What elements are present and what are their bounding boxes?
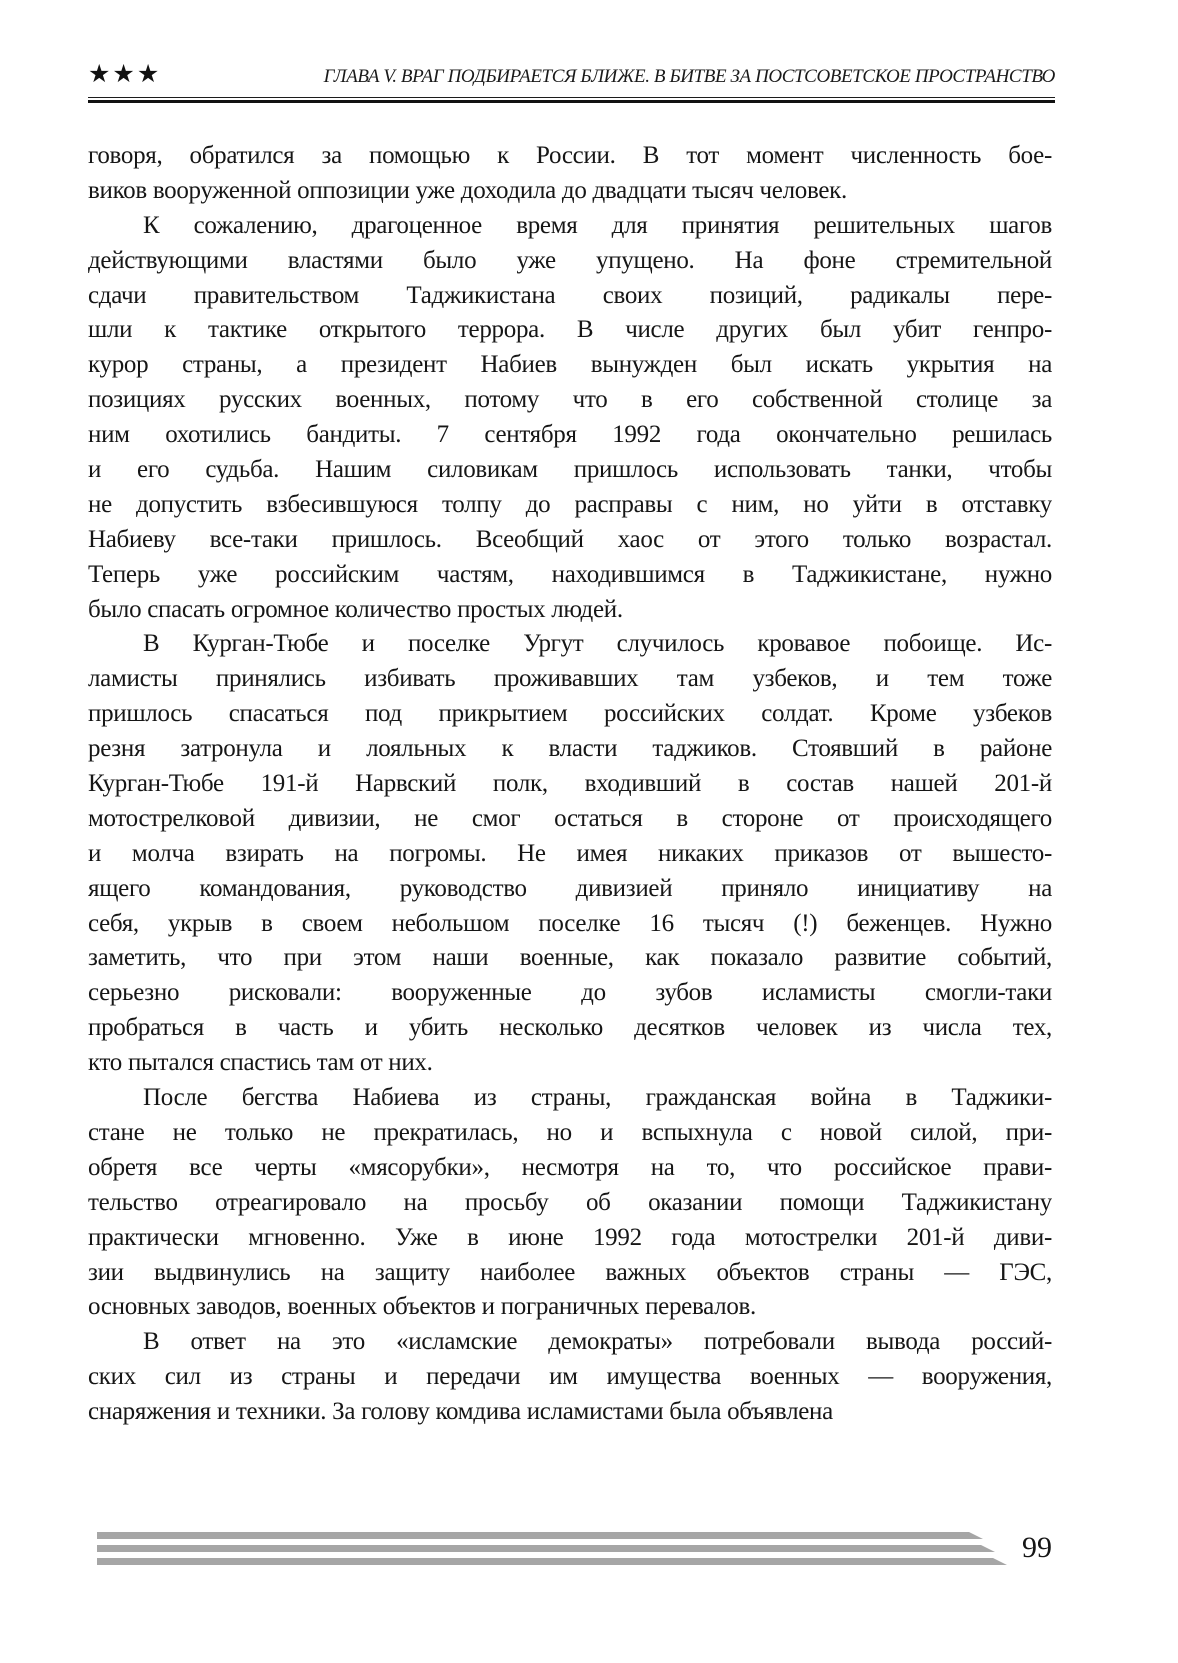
text-line: К сожалению, драгоценное время для принятия решительных шагов: [143, 211, 1052, 239]
running-header-title: ГЛАВА V. ВРАГ ПОДБИРАЕТСЯ БЛИЖЕ. В БИТВЕ ЗА ПОСТСОВЕТСКОЕ ПРОСТРАНСТВО: [323, 66, 1055, 87]
text-line: себя, укрыв в своем небольшом поселке 16 тысяч (!) беженцев. Нужно: [88, 909, 1052, 937]
text-line: После бегства Набиева из страны, гражданская война в Таджики-: [143, 1084, 1052, 1112]
text-line: ских сил из страны и передачи им имущества военных — вооружения,: [88, 1363, 1052, 1391]
text-line: ящего командования, руководство дивизией приняло инициативу на: [88, 874, 1052, 902]
text-line: ним охотились бандиты. 7 сентября 1992 года окончательно решилась: [88, 421, 1052, 449]
header-rule: [88, 97, 1055, 103]
text-line: действующими властями было уже упущено. На фоне стремительной: [88, 246, 1052, 274]
text-line: пришлось спасаться под прикрытием российских солдат. Кроме узбеков: [88, 700, 1052, 728]
text-line: говоря, обратился за помощью к России. В тот момент численность бое-: [88, 142, 1052, 169]
paragraph: [88, 209, 1052, 628]
paragraph: [88, 627, 1052, 1081]
text-line: шли к тактике открытого террора. В числе других был убит генпро-: [88, 316, 1052, 344]
text-line: сдачи правительством Таджикистана своих позиций, радикалы пере-: [88, 281, 1052, 309]
text-line: и его судьба. Нашим силовикам пришлось использовать танки, чтобы: [88, 456, 1052, 484]
text-line: тельство отреагировало на просьбу об оказании помощи Таджикистану: [88, 1188, 1052, 1216]
text-line: виков вооруженной оппозиции уже доходила до двадцати тысяч человек.: [88, 176, 847, 204]
text-line: пробраться в часть и убить несколько десятков человек из числа тех,: [88, 1014, 1052, 1042]
page-body: [88, 139, 1052, 1430]
page-number: 99: [1022, 1531, 1052, 1564]
text-line: В Курган-Тюбе и поселке Ургут случилось кровавое побоище. Ис-: [143, 630, 1052, 658]
text-line: было спасать огромное количество простых людей.: [88, 595, 623, 623]
page-footer: [88, 1530, 1052, 1570]
text-line: Курган-Тюбе 191-й Нарвский полк, входивший в состав нашей 201-й: [88, 770, 1052, 798]
text-line: снаряжения и техники. За голову комдива исламистами была объявлена: [88, 1398, 833, 1426]
text-line: резня затронула и лояльных к власти таджиков. Стоявший в районе: [88, 735, 1052, 763]
text-line: мотострелковой дивизии, не смог остаться в стороне от происходящего: [88, 804, 1052, 832]
text-line: серьезно рисковали: вооруженные до зубов исламисты смогли-таки: [88, 979, 1052, 1007]
paragraph: [88, 1325, 1052, 1430]
text-line: позициях русских военных, потому что в его собственной столице за: [88, 386, 1052, 414]
text-line: Набиеву все-таки пришлось. Всеобщий хаос от этого только возрастал.: [88, 525, 1052, 553]
text-line: основных заводов, военных объектов и пограничных перевалов.: [88, 1293, 756, 1321]
footer-stripe-bottom: [97, 1558, 1007, 1565]
text-line: ламисты принялись избивать проживавших там узбеков, и тем тоже: [88, 665, 1052, 693]
text-line: заметить, что при этом наши военные, как показало развитие событий,: [88, 944, 1052, 972]
text-line: Теперь уже российским частям, находившимся в Таджикистане, нужно: [88, 560, 1052, 588]
text-line: обретя все черты «мясорубки», несмотря на то, что российское прави-: [88, 1153, 1052, 1181]
text-line: не допустить взбесившуюся толпу до расправы с ним, но уйти в отставку: [88, 490, 1052, 518]
paragraph: [88, 1081, 1052, 1325]
text-line: зии выдвинулись на защиту наиболее важных объектов страны — ГЭС,: [88, 1258, 1052, 1286]
paragraph: [88, 139, 1052, 209]
page-header: [88, 60, 1055, 91]
footer-stripe-middle: [97, 1545, 995, 1552]
text-line: и молча взирать на погромы. Не имея никаких приказов от вышесто-: [88, 839, 1052, 867]
header-rule-thick-line: [88, 100, 1055, 103]
text-line: стане не только не прекратилась, но и вспыхнула с новой силой, при-: [88, 1118, 1052, 1146]
text-line: кто пытался спастись там от них.: [88, 1049, 433, 1077]
footer-stripe-top: [97, 1532, 983, 1539]
chapter-stars-icon: ★★★: [88, 59, 162, 88]
text-line: курор страны, а президент Набиев вынужден был искать укрытия на: [88, 351, 1052, 379]
footer-stripes-decoration: [97, 1532, 1007, 1571]
text-line: В ответ на это «исламские демократы» потребовали вывода россий-: [143, 1328, 1052, 1356]
text-line: практически мгновенно. Уже в июне 1992 года мотострелки 201-й диви-: [88, 1223, 1052, 1251]
